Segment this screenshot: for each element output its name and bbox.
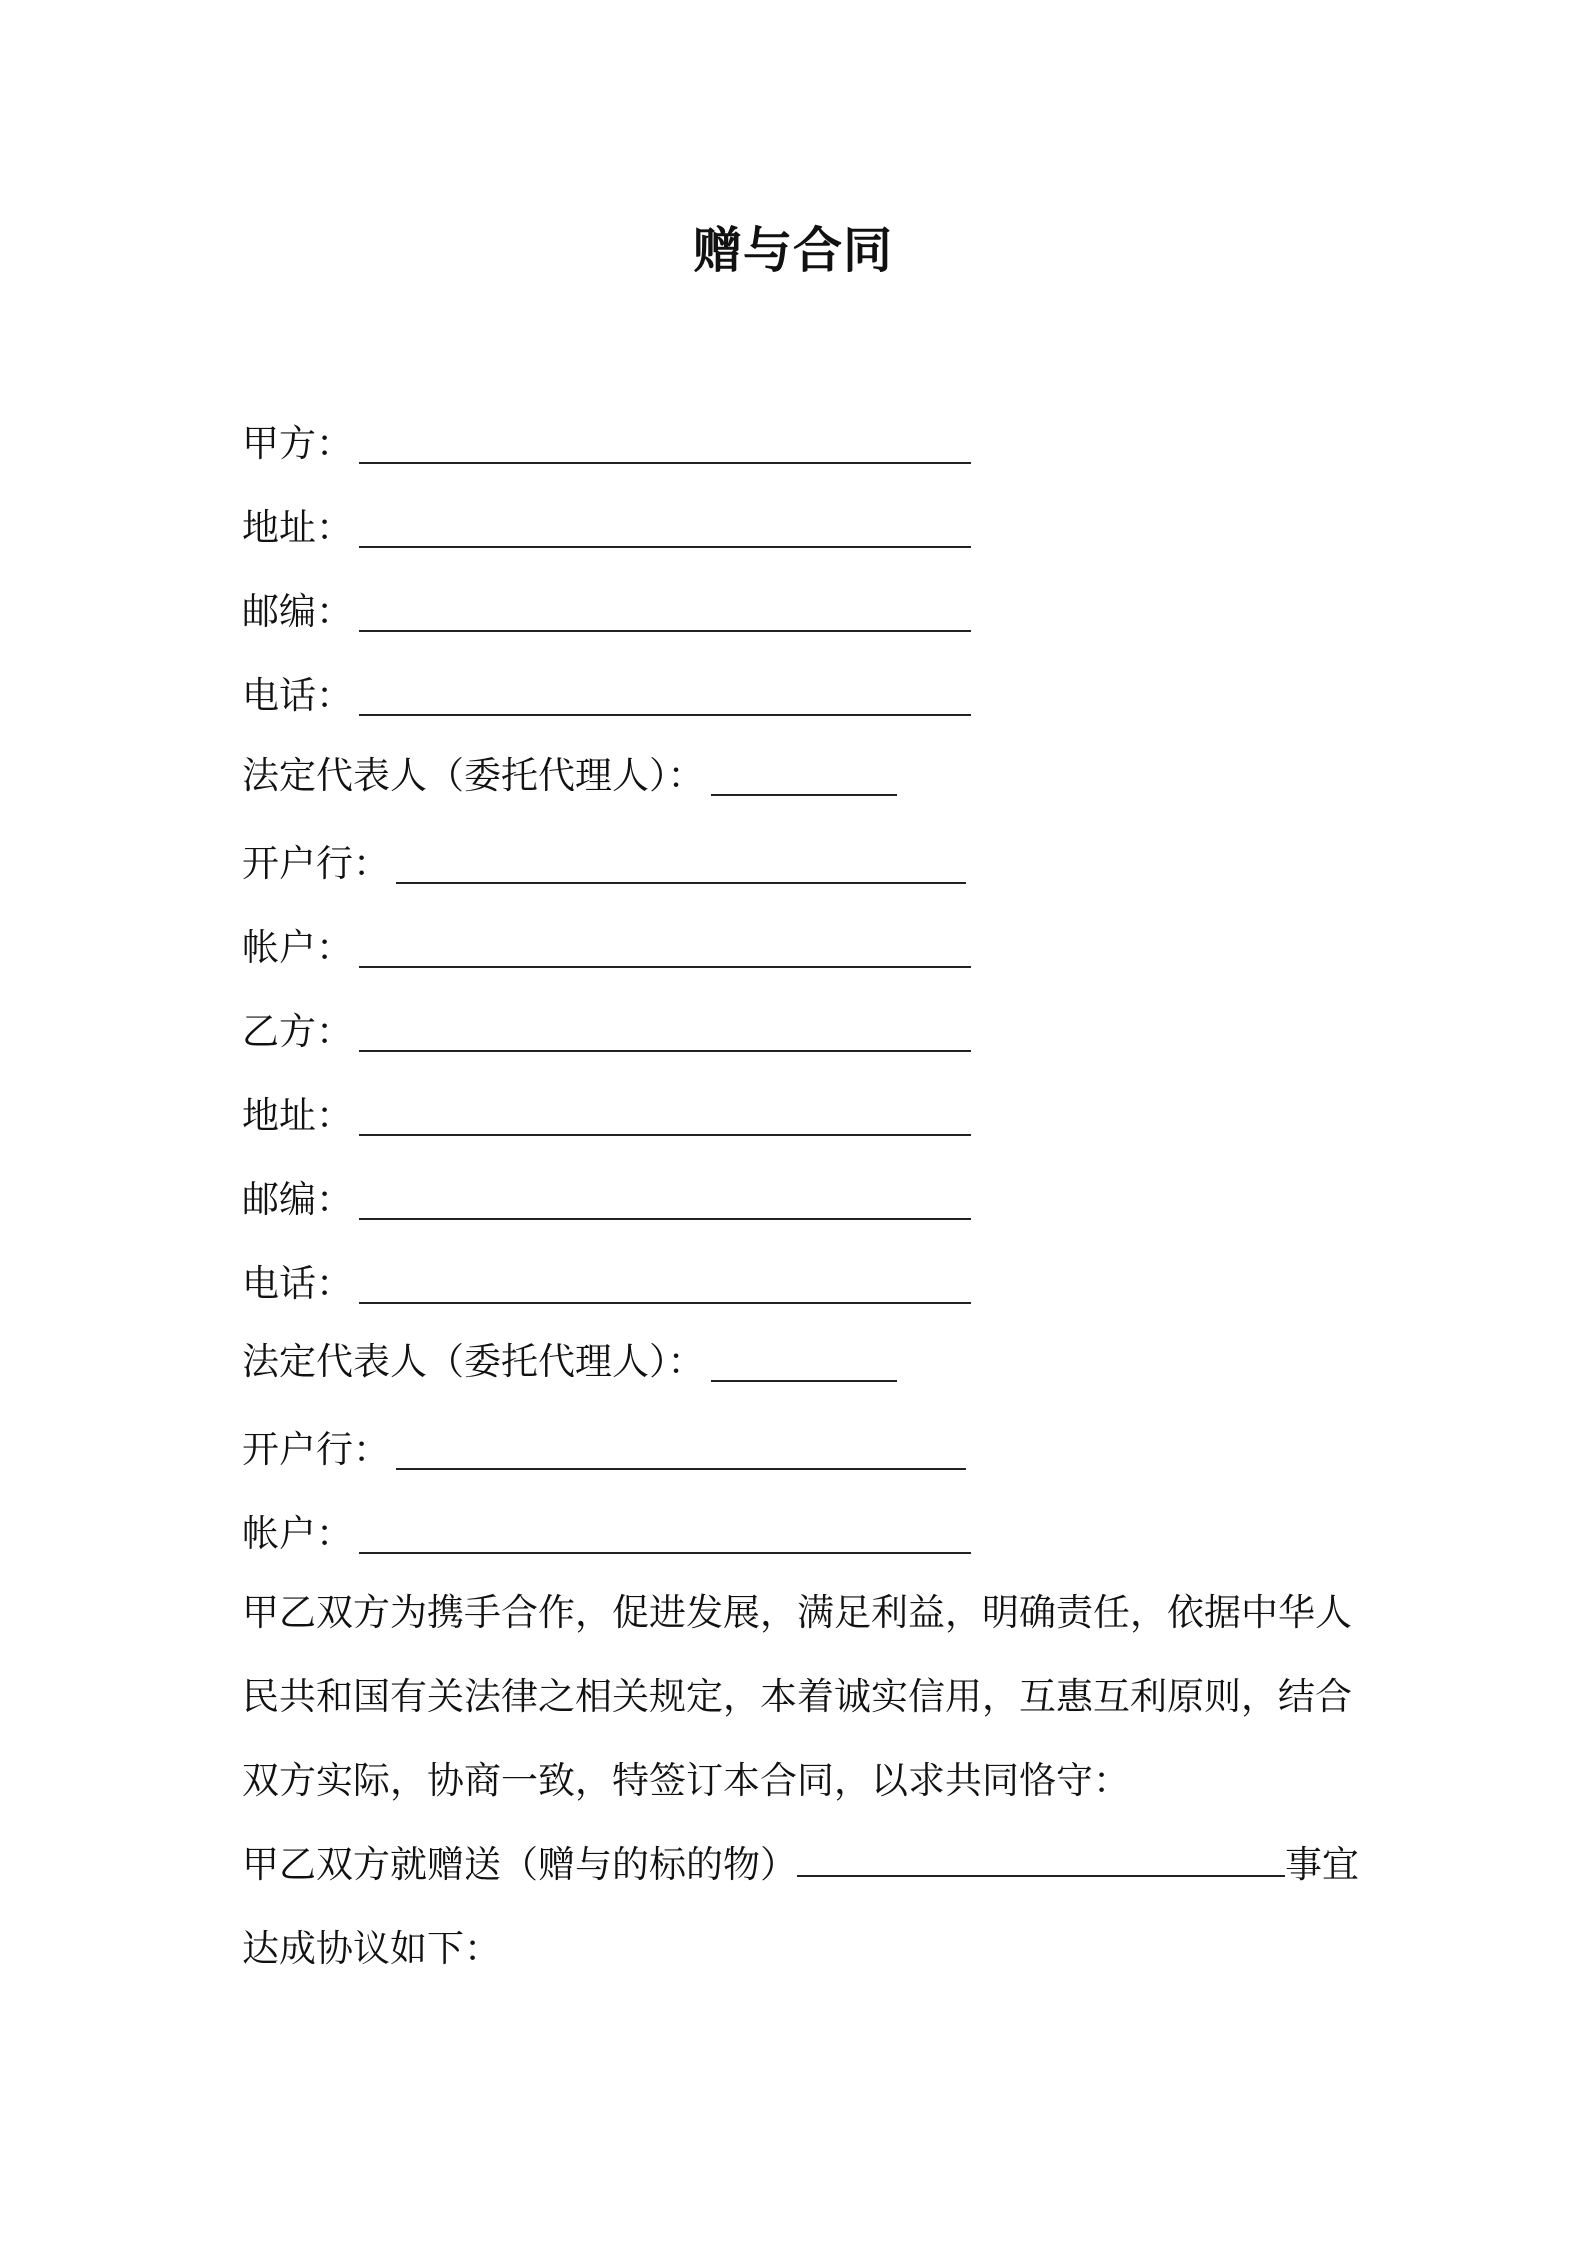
party-a-name-field [242, 418, 971, 468]
party-a-postcode-label: 邮编： [242, 590, 353, 633]
party-a-account-label: 帐户： [242, 926, 353, 969]
party-a-bank-blank[interactable] [396, 850, 966, 884]
gift-clause-line-2: 达成协议如下： [242, 1927, 501, 1970]
party-b-legal-rep-field [242, 1336, 897, 1386]
party-b-name-field [242, 1006, 971, 1056]
party-a-legal-rep-label: 法定代表人（委托代理人）： [242, 754, 705, 797]
party-a-name-blank[interactable] [359, 430, 971, 464]
party-a-name-label: 甲方： [242, 422, 353, 465]
party-b-postcode-blank[interactable] [359, 1186, 971, 1220]
document-title: 赠与合同 [692, 222, 893, 279]
party-b-address-label: 地址： [242, 1094, 353, 1137]
party-a-legal-rep-field [242, 750, 897, 800]
party-b-legal-rep-label: 法定代表人（委托代理人）： [242, 1340, 705, 1383]
preamble-line-2: 民共和国有关法律之相关规定，本着诚实信用，互惠互利原则，结合 [242, 1675, 1352, 1718]
gift-clause-prefix: 甲乙双方就赠送（赠与的标的物） [242, 1843, 797, 1886]
party-b-postcode-label: 邮编： [242, 1178, 353, 1221]
party-a-address-label: 地址： [242, 506, 353, 549]
gift-item-blank[interactable] [797, 1843, 1285, 1877]
party-a-phone-label: 电话： [242, 674, 353, 717]
party-b-account-label: 帐户： [242, 1512, 353, 1555]
party-b-legal-rep-blank[interactable] [711, 1348, 897, 1382]
party-a-address-field [242, 502, 971, 552]
party-b-address-field [242, 1090, 971, 1140]
party-b-name-blank[interactable] [359, 1018, 971, 1052]
party-b-account-blank[interactable] [359, 1520, 971, 1554]
preamble-line-3: 双方实际，协商一致，特签订本合同，以求共同恪守： [242, 1759, 1130, 1802]
party-b-account-field [242, 1508, 971, 1558]
party-b-phone-label: 电话： [242, 1262, 353, 1305]
gift-clause-suffix: 事宜 [1285, 1843, 1359, 1886]
party-a-address-blank[interactable] [359, 514, 971, 548]
party-b-address-blank[interactable] [359, 1102, 971, 1136]
preamble-line-1: 甲乙双方为携手合作，促进发展，满足利益，明确责任，依据中华人 [242, 1591, 1352, 1634]
party-b-bank-blank[interactable] [396, 1436, 966, 1470]
party-a-postcode-field [242, 586, 971, 636]
party-b-postcode-field [242, 1174, 971, 1224]
gift-clause-line-1 [242, 1840, 1362, 1890]
party-a-account-blank[interactable] [359, 934, 971, 968]
party-a-phone-blank[interactable] [359, 682, 971, 716]
party-a-legal-rep-blank[interactable] [711, 762, 897, 796]
party-a-postcode-blank[interactable] [359, 598, 971, 632]
party-a-bank-field [242, 838, 966, 888]
party-b-bank-field [242, 1424, 966, 1474]
party-b-phone-blank[interactable] [359, 1270, 971, 1304]
party-b-name-label: 乙方： [242, 1010, 353, 1053]
party-b-bank-label: 开户行： [242, 1428, 390, 1471]
party-a-phone-field [242, 670, 971, 720]
party-a-account-field [242, 922, 971, 972]
party-a-bank-label: 开户行： [242, 842, 390, 885]
party-b-phone-field [242, 1258, 971, 1308]
